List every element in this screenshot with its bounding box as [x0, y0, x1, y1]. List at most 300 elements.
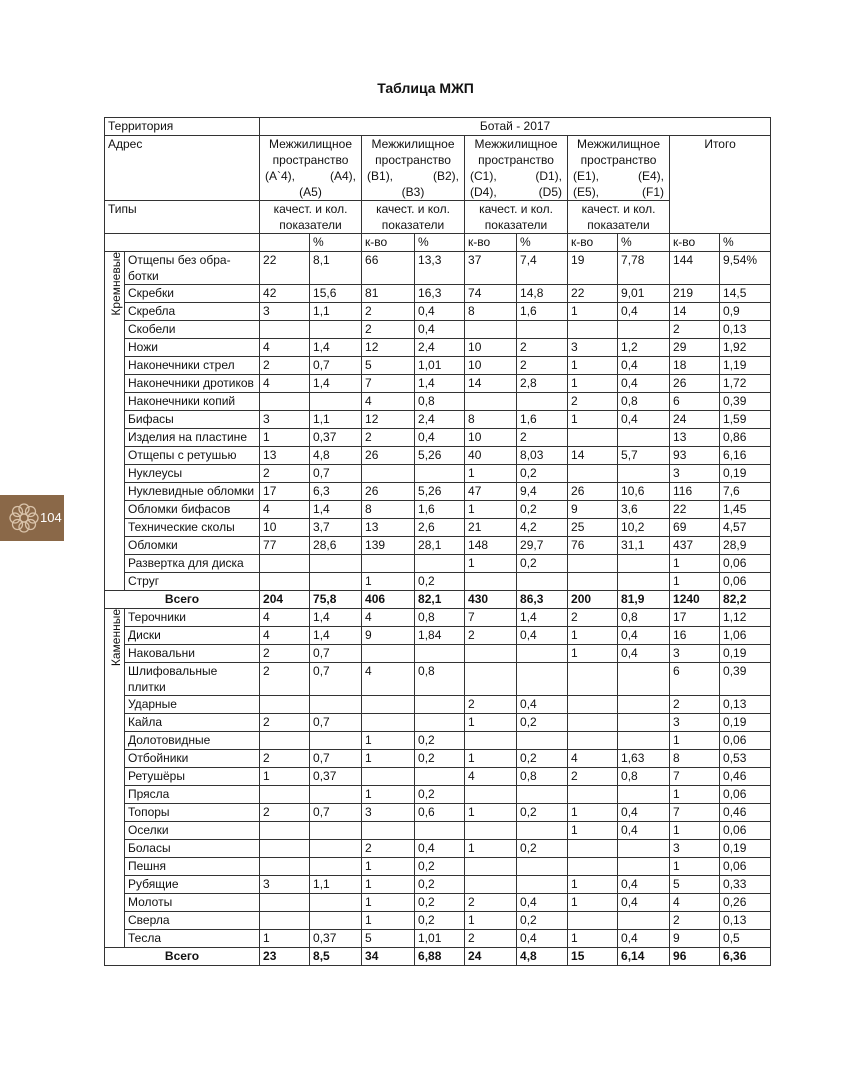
- ornament-icon: [6, 500, 42, 536]
- table-cell: 9,4: [517, 483, 568, 501]
- table-cell: 0,2: [415, 573, 465, 591]
- table-cell: 76: [568, 537, 618, 555]
- table-cell: 0,37: [310, 768, 362, 786]
- row-label: Боласы: [125, 840, 260, 858]
- table-cell: 1,59: [720, 411, 771, 429]
- table-cell: 2: [670, 321, 720, 339]
- table-cell: 22: [260, 252, 310, 285]
- table-cell: 14: [670, 303, 720, 321]
- table-cell: [415, 645, 465, 663]
- table-cell: 2: [517, 357, 568, 375]
- table-cell: 1,1: [310, 876, 362, 894]
- table-cell: [362, 555, 415, 573]
- table-cell: 10,6: [618, 483, 670, 501]
- address-row: [105, 136, 771, 201]
- row-label: Бифасы: [125, 411, 260, 429]
- table-row: [105, 573, 771, 591]
- table-cell: 1: [568, 627, 618, 645]
- table-cell: 17: [260, 483, 310, 501]
- table-cell: [415, 555, 465, 573]
- table-cell: 2: [260, 465, 310, 483]
- table-row: [105, 483, 771, 501]
- table-cell: [310, 912, 362, 930]
- table-cell: [517, 822, 568, 840]
- table-cell: [517, 321, 568, 339]
- table-cell: 0,06: [720, 858, 771, 876]
- table-cell: 4: [362, 663, 415, 696]
- address-b-line4: (B3): [401, 185, 425, 199]
- table-cell: 9,01: [618, 285, 670, 303]
- table-cell: [465, 786, 517, 804]
- table-cell: 0,7: [310, 357, 362, 375]
- table-cell: 1: [568, 411, 618, 429]
- table-cell: 4,8: [310, 447, 362, 465]
- table-cell: [260, 840, 310, 858]
- table-cell: 0,4: [517, 894, 568, 912]
- table-cell: 2: [568, 609, 618, 627]
- table-cell: 0,2: [517, 912, 568, 930]
- table-cell: 26: [568, 483, 618, 501]
- table-cell: 26: [670, 375, 720, 393]
- row-label: Нуклеусы: [125, 465, 260, 483]
- table-cell: 1: [465, 912, 517, 930]
- table-cell: 1: [362, 573, 415, 591]
- table-cell: [618, 555, 670, 573]
- table-cell: 2,8: [517, 375, 568, 393]
- table-cell: [362, 714, 415, 732]
- table-row: [105, 804, 771, 822]
- table-cell: [618, 786, 670, 804]
- table-cell: [618, 429, 670, 447]
- table-cell: 10: [465, 339, 517, 357]
- group-label-text: Каменные: [109, 609, 123, 667]
- total-cell: 86,3: [517, 591, 568, 609]
- table-cell: 28,6: [310, 537, 362, 555]
- table-cell: [415, 768, 465, 786]
- table-cell: [568, 663, 618, 696]
- table-row: [105, 411, 771, 429]
- table-row: [105, 627, 771, 645]
- row-label: Ножи: [125, 339, 260, 357]
- table-cell: 0,33: [720, 876, 771, 894]
- total-row: [105, 591, 771, 609]
- table-cell: 28,1: [415, 537, 465, 555]
- table-cell: 0,37: [310, 429, 362, 447]
- table-cell: 4,2: [517, 519, 568, 537]
- table-cell: 0,2: [415, 858, 465, 876]
- table-cell: 0,4: [618, 876, 670, 894]
- subheader-cell: к-во: [362, 234, 415, 252]
- table-cell: 1: [568, 822, 618, 840]
- address-a-line3a: (A`4),: [265, 169, 296, 183]
- table-row: [105, 609, 771, 627]
- row-label: Изделия на пластине: [125, 429, 260, 447]
- table-cell: 28,9: [720, 537, 771, 555]
- table-row: [105, 357, 771, 375]
- table-cell: 1: [568, 930, 618, 948]
- table-cell: 9,54%: [720, 252, 771, 285]
- table-cell: 21: [465, 519, 517, 537]
- table-cell: [362, 768, 415, 786]
- table-cell: 1,4: [310, 627, 362, 645]
- table-row: [105, 375, 771, 393]
- table-cell: 0,4: [618, 375, 670, 393]
- table-row: [105, 465, 771, 483]
- table-cell: 1: [568, 876, 618, 894]
- table-cell: 7: [670, 804, 720, 822]
- row-label: Струг: [125, 573, 260, 591]
- table-cell: [310, 555, 362, 573]
- table-cell: [362, 645, 415, 663]
- page-number: 104: [40, 510, 62, 525]
- table-cell: 0,39: [720, 393, 771, 411]
- subheader-cell: %: [310, 234, 362, 252]
- table-cell: 1,45: [720, 501, 771, 519]
- subheader-cell: к-во: [670, 234, 720, 252]
- row-label: Терочники: [125, 609, 260, 627]
- table-cell: 13,3: [415, 252, 465, 285]
- table-cell: 9: [670, 930, 720, 948]
- table-cell: 40: [465, 447, 517, 465]
- table-cell: 3: [670, 840, 720, 858]
- table-cell: 4: [260, 339, 310, 357]
- table-row: [105, 447, 771, 465]
- table-cell: [568, 465, 618, 483]
- table-cell: 47: [465, 483, 517, 501]
- table-cell: [568, 840, 618, 858]
- total-label: Всего: [105, 948, 260, 966]
- table-cell: 8,03: [517, 447, 568, 465]
- table-cell: 4: [465, 768, 517, 786]
- table-cell: 0,06: [720, 573, 771, 591]
- table-cell: 0,2: [415, 750, 465, 768]
- table-cell: 0,8: [517, 768, 568, 786]
- table-row: [105, 858, 771, 876]
- table-cell: 1: [362, 858, 415, 876]
- table-cell: [618, 663, 670, 696]
- table-cell: 0,13: [720, 912, 771, 930]
- table-cell: 0,53: [720, 750, 771, 768]
- table-cell: 3,7: [310, 519, 362, 537]
- table-cell: 2: [517, 339, 568, 357]
- table-cell: 2: [260, 357, 310, 375]
- row-label: Шлифовальные плитки: [125, 663, 260, 696]
- total-cell: 15: [568, 948, 618, 966]
- subheader-row: [105, 234, 771, 252]
- table-cell: 139: [362, 537, 415, 555]
- table-cell: 1: [670, 732, 720, 750]
- total-cell: 6,36: [720, 948, 771, 966]
- table-row: [105, 501, 771, 519]
- address-a-line4: (A5): [299, 185, 322, 199]
- table-cell: 0,8: [415, 663, 465, 696]
- table-cell: 24: [670, 411, 720, 429]
- address-c-line1: Межжилищное: [474, 137, 558, 151]
- table-cell: [618, 696, 670, 714]
- table-cell: [362, 822, 415, 840]
- table-cell: 0,19: [720, 840, 771, 858]
- table-cell: 0,06: [720, 786, 771, 804]
- table-cell: 1: [568, 645, 618, 663]
- table-cell: [310, 786, 362, 804]
- address-a-line1: Межжилищное: [269, 137, 352, 151]
- table-cell: 2: [260, 663, 310, 696]
- table-cell: [465, 663, 517, 696]
- table-cell: [465, 858, 517, 876]
- table-cell: 0,39: [720, 663, 771, 696]
- table-cell: 116: [670, 483, 720, 501]
- table-cell: [618, 465, 670, 483]
- table-cell: [260, 822, 310, 840]
- row-label: Нуклевидные обломки: [125, 483, 260, 501]
- table-cell: [310, 894, 362, 912]
- table-cell: 0,06: [720, 555, 771, 573]
- table-cell: 66: [362, 252, 415, 285]
- table-cell: [517, 645, 568, 663]
- table-row: [105, 930, 771, 948]
- table-cell: 0,4: [415, 429, 465, 447]
- table-cell: 1,6: [517, 411, 568, 429]
- table-cell: 14,8: [517, 285, 568, 303]
- address-label: Адрес: [105, 136, 260, 201]
- subheader-cell: [260, 234, 310, 252]
- table-cell: 0,86: [720, 429, 771, 447]
- table-cell: 0,2: [517, 840, 568, 858]
- table-cell: 1,72: [720, 375, 771, 393]
- table-cell: [465, 822, 517, 840]
- address-a-line3b: (A4),: [330, 169, 357, 183]
- table-row: [105, 645, 771, 663]
- table-cell: 29: [670, 339, 720, 357]
- table-row: [105, 321, 771, 339]
- table-cell: 0,2: [517, 750, 568, 768]
- table-cell: 26: [362, 483, 415, 501]
- table-cell: 1,19: [720, 357, 771, 375]
- table-cell: 0,8: [415, 393, 465, 411]
- table-cell: 1,6: [517, 303, 568, 321]
- table-cell: 0,13: [720, 696, 771, 714]
- table-cell: 0,2: [415, 732, 465, 750]
- table-cell: 1,2: [618, 339, 670, 357]
- table-cell: 1: [260, 429, 310, 447]
- table-cell: 0,46: [720, 804, 771, 822]
- territory-label: Территория: [105, 118, 260, 136]
- table-cell: [415, 696, 465, 714]
- table-cell: 0,8: [618, 768, 670, 786]
- table-cell: [618, 573, 670, 591]
- table-cell: 3: [260, 876, 310, 894]
- table-cell: 9: [568, 501, 618, 519]
- table-cell: [260, 894, 310, 912]
- row-label: Отщепы без обра-ботки: [125, 252, 260, 285]
- table-cell: 13: [362, 519, 415, 537]
- table-cell: [517, 573, 568, 591]
- table-row: [105, 285, 771, 303]
- table-cell: 12: [362, 339, 415, 357]
- table-cell: 3: [260, 303, 310, 321]
- table-cell: 0,6: [415, 804, 465, 822]
- table-cell: 2,4: [415, 411, 465, 429]
- table-cell: 2: [362, 840, 415, 858]
- table-cell: 2: [465, 930, 517, 948]
- address-b-line3b: (B2),: [433, 169, 460, 183]
- table-cell: 3,6: [618, 501, 670, 519]
- row-label: Диски: [125, 627, 260, 645]
- row-label: Обломки бифасов: [125, 501, 260, 519]
- table-cell: 0,8: [618, 609, 670, 627]
- table-cell: 4: [260, 375, 310, 393]
- table-cell: 0,9: [720, 303, 771, 321]
- table-cell: 3: [670, 714, 720, 732]
- table-cell: 0,4: [415, 303, 465, 321]
- table-cell: [415, 465, 465, 483]
- table-cell: 1,92: [720, 339, 771, 357]
- table-cell: 1: [465, 555, 517, 573]
- table-cell: [618, 321, 670, 339]
- table-row: [105, 768, 771, 786]
- table-row: [105, 252, 771, 285]
- row-label: Молоты: [125, 894, 260, 912]
- table-cell: 1,4: [517, 609, 568, 627]
- table-cell: [260, 858, 310, 876]
- indicators-label-a: качест. и кол. показатели: [260, 201, 362, 234]
- table-cell: 1: [465, 465, 517, 483]
- table-cell: [310, 858, 362, 876]
- table-cell: 17: [670, 609, 720, 627]
- row-label: Технические сколы: [125, 519, 260, 537]
- address-c-line3a: (C1),: [470, 169, 497, 183]
- table-cell: [415, 714, 465, 732]
- table-cell: 148: [465, 537, 517, 555]
- page-number-badge: [0, 495, 64, 541]
- page-title: Таблица МЖП: [377, 80, 474, 96]
- table-cell: 0,2: [517, 804, 568, 822]
- table-cell: 0,2: [517, 555, 568, 573]
- table-cell: 93: [670, 447, 720, 465]
- table-cell: 2: [362, 429, 415, 447]
- table-cell: [568, 858, 618, 876]
- table-cell: [310, 393, 362, 411]
- table-cell: [260, 321, 310, 339]
- table-cell: [465, 876, 517, 894]
- table-row: [105, 786, 771, 804]
- subheader-cell: %: [415, 234, 465, 252]
- table-cell: 0,8: [618, 393, 670, 411]
- territory-row: [105, 118, 771, 136]
- table-cell: 1: [465, 840, 517, 858]
- table-cell: 0,4: [618, 627, 670, 645]
- total-cell: 6,88: [415, 948, 465, 966]
- address-e-line2: пространство: [580, 153, 657, 167]
- table-cell: 1,4: [310, 501, 362, 519]
- table-cell: [465, 321, 517, 339]
- table-cell: 0,4: [517, 930, 568, 948]
- table-cell: 3: [568, 339, 618, 357]
- table-cell: 5,26: [415, 483, 465, 501]
- table-cell: 6: [670, 663, 720, 696]
- total-cell: 1240: [670, 591, 720, 609]
- table-cell: [618, 858, 670, 876]
- table-cell: 0,2: [415, 876, 465, 894]
- table-cell: [517, 393, 568, 411]
- address-e-line1: Межжилищное: [577, 137, 660, 151]
- table-cell: [517, 876, 568, 894]
- table-cell: [568, 321, 618, 339]
- table-cell: 6: [670, 393, 720, 411]
- table-cell: [517, 786, 568, 804]
- total-cell: 82,2: [720, 591, 771, 609]
- row-label: Кайла: [125, 714, 260, 732]
- table-cell: [568, 714, 618, 732]
- table-row: [105, 750, 771, 768]
- table-cell: 0,46: [720, 768, 771, 786]
- table-cell: 0,06: [720, 822, 771, 840]
- table-cell: 25: [568, 519, 618, 537]
- table-cell: 144: [670, 252, 720, 285]
- table-cell: 69: [670, 519, 720, 537]
- table-cell: 19: [568, 252, 618, 285]
- table-cell: 0,4: [618, 645, 670, 663]
- table-cell: 8: [465, 303, 517, 321]
- table-cell: 0,5: [720, 930, 771, 948]
- total-cell: 24: [465, 948, 517, 966]
- table-cell: 14,5: [720, 285, 771, 303]
- table-row: [105, 393, 771, 411]
- total-cell: 34: [362, 948, 415, 966]
- table-cell: 1: [362, 912, 415, 930]
- table-cell: [260, 393, 310, 411]
- table-cell: 5,26: [415, 447, 465, 465]
- table-cell: [310, 696, 362, 714]
- subheader-blank: [105, 234, 260, 252]
- table-cell: 10: [465, 357, 517, 375]
- table-row: [105, 303, 771, 321]
- address-b-line2: пространство: [375, 153, 451, 167]
- table-cell: [568, 555, 618, 573]
- table-cell: [618, 714, 670, 732]
- indicators-label-e: качест. и кол. показатели: [568, 201, 670, 234]
- table-cell: 1,4: [310, 339, 362, 357]
- table-cell: [465, 732, 517, 750]
- table-cell: 0,4: [618, 357, 670, 375]
- row-label: Наковальни: [125, 645, 260, 663]
- table-row: [105, 732, 771, 750]
- table-cell: 0,4: [517, 627, 568, 645]
- table-cell: [618, 840, 670, 858]
- indicators-label-c: качест. и кол. показатели: [465, 201, 568, 234]
- table-cell: 8: [362, 501, 415, 519]
- row-label: Прясла: [125, 786, 260, 804]
- table-cell: 1: [362, 732, 415, 750]
- table-cell: [260, 786, 310, 804]
- address-e-line4a: (E5),: [573, 185, 600, 199]
- table-cell: [517, 663, 568, 696]
- table-cell: [260, 555, 310, 573]
- address-cell-b: [362, 136, 465, 201]
- total-cell: 75,8: [310, 591, 362, 609]
- table-row: [105, 429, 771, 447]
- subheader-cell: %: [618, 234, 670, 252]
- table-cell: 16,3: [415, 285, 465, 303]
- table-cell: 4: [260, 627, 310, 645]
- table-cell: 2: [260, 645, 310, 663]
- table-cell: 10: [465, 429, 517, 447]
- table-cell: 8: [670, 750, 720, 768]
- table-row: [105, 537, 771, 555]
- table-cell: 13: [260, 447, 310, 465]
- table-cell: 1: [465, 804, 517, 822]
- table-row: [105, 894, 771, 912]
